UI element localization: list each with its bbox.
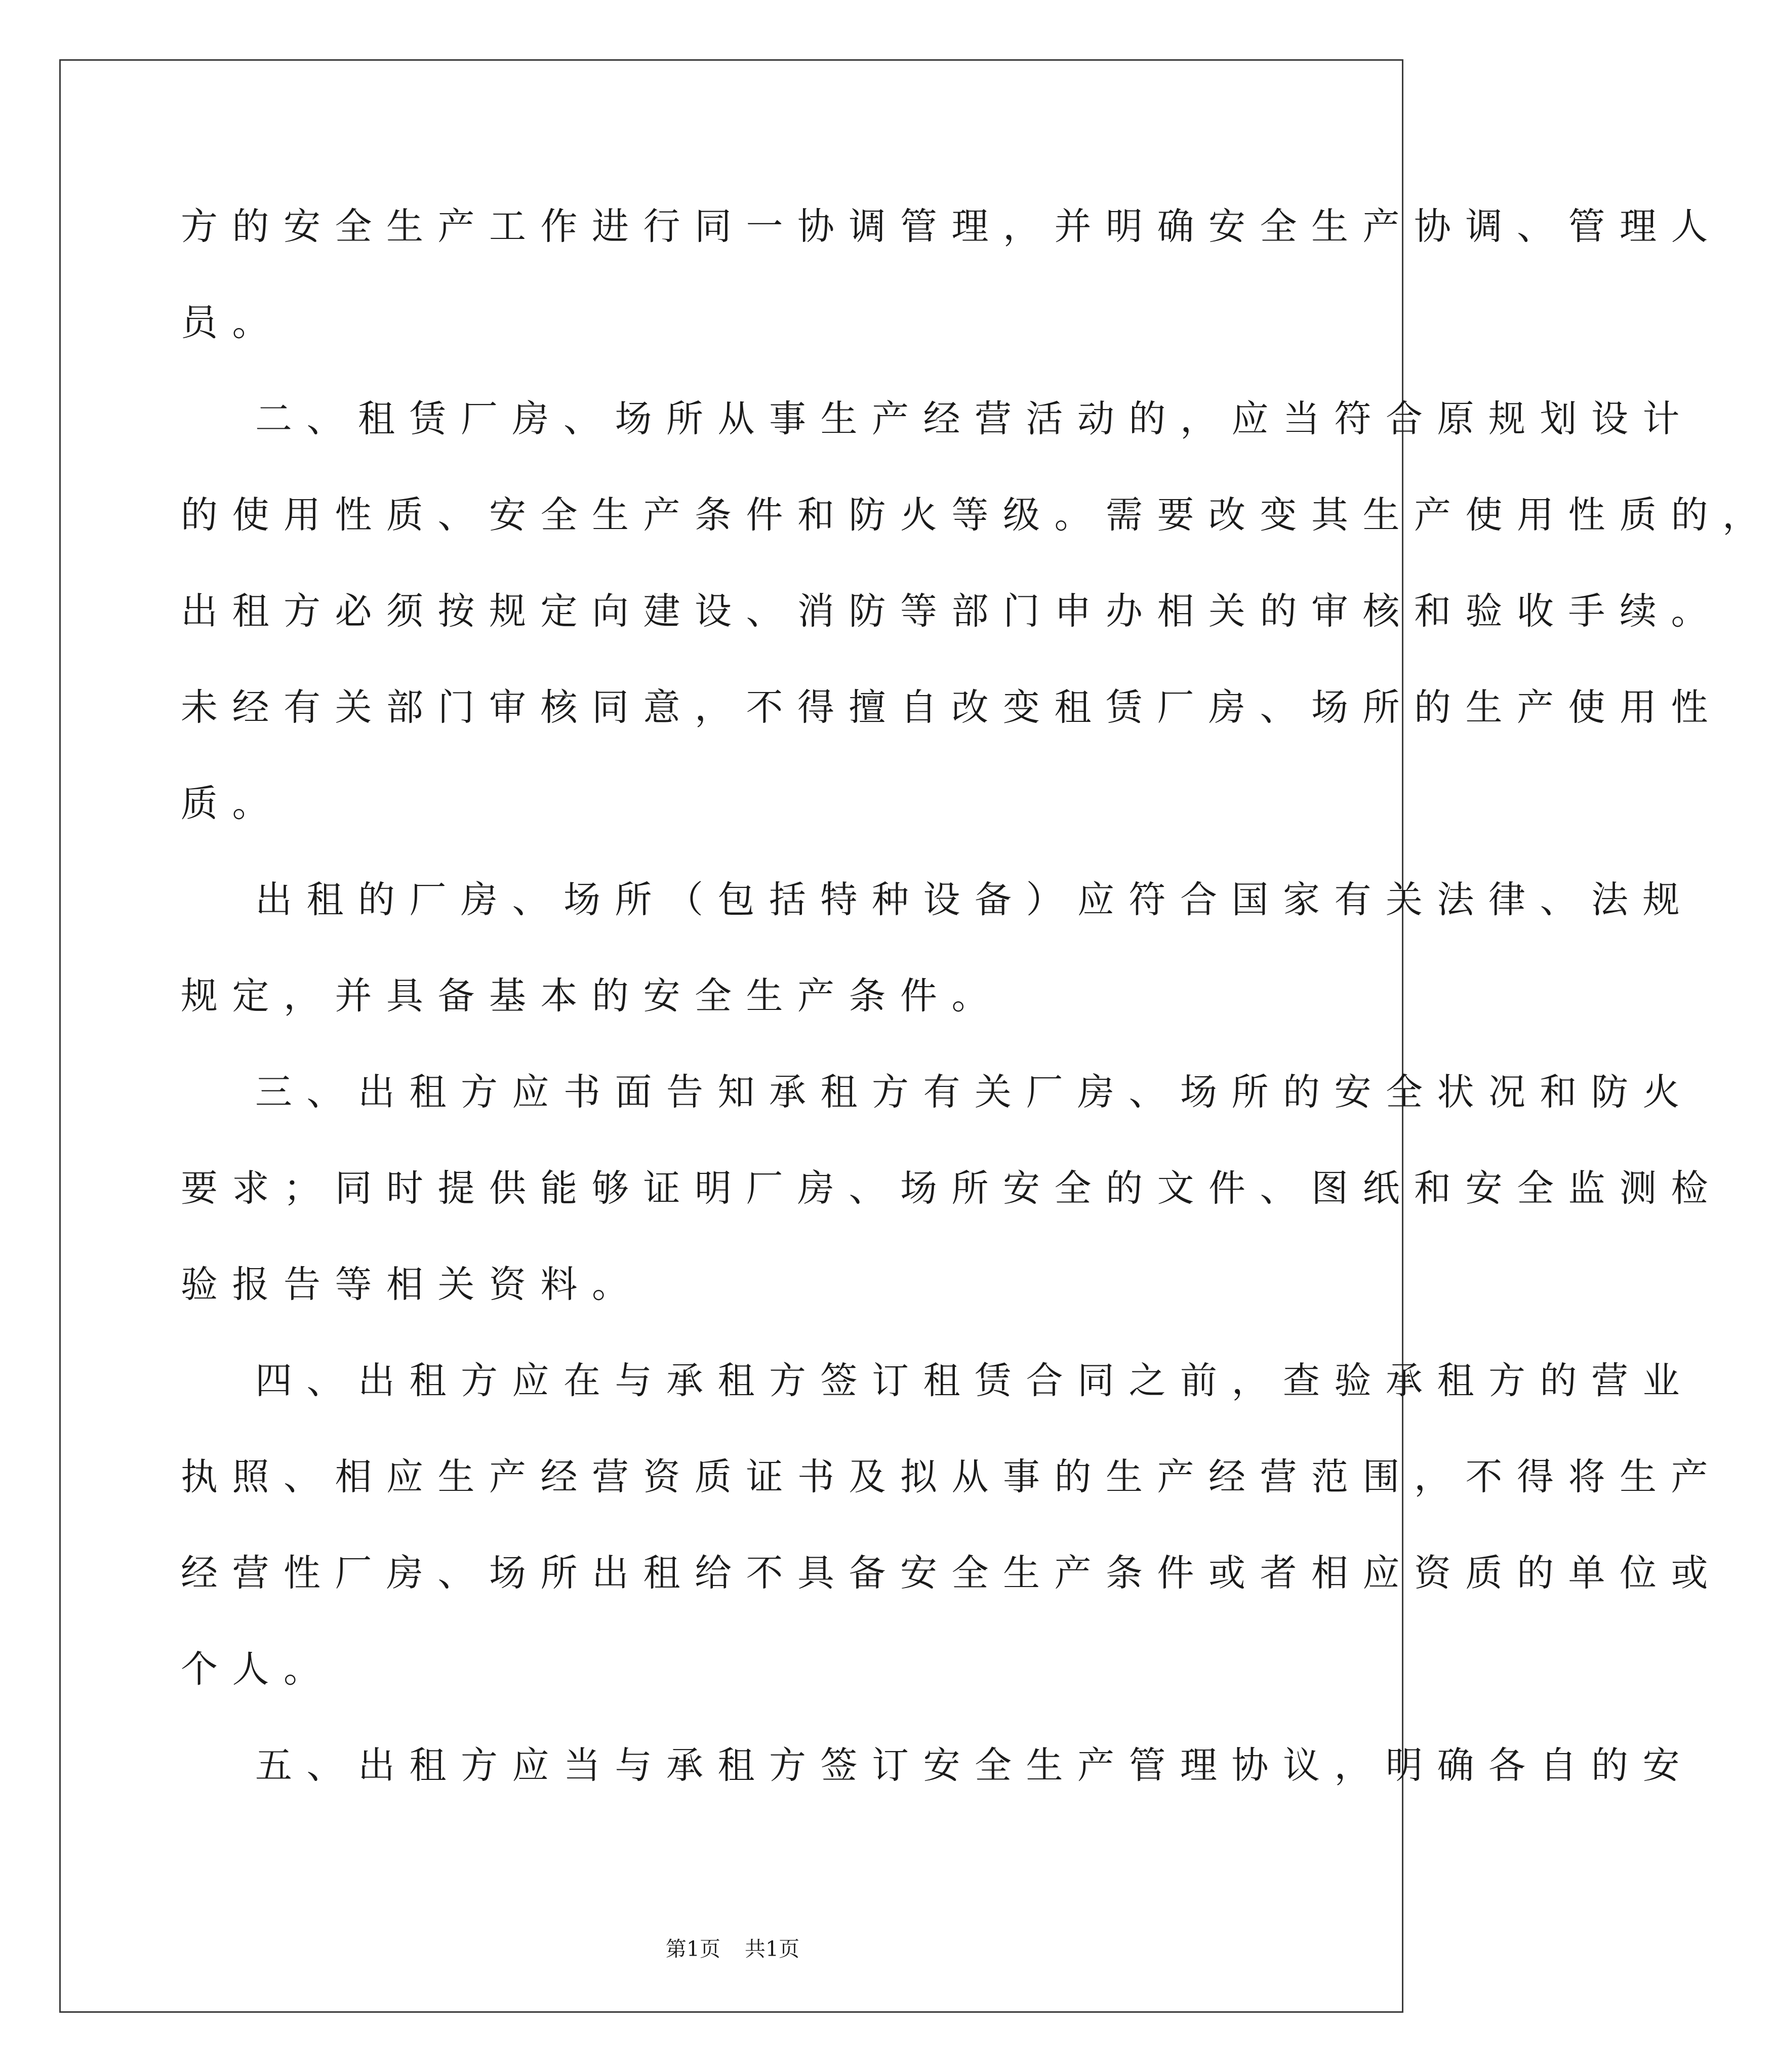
- text-line: 个人。: [181, 1648, 335, 1691]
- text-line: 执照、相应生产经营资质证书及拟从事的生产经营范围，不得将生产: [181, 1455, 1722, 1498]
- text-line: 要求；同时提供能够证明厂房、场所安全的文件、图纸和安全监测检: [181, 1167, 1722, 1210]
- text-line: 验报告等相关资料。: [181, 1263, 643, 1306]
- text-line: 出租方必须按规定向建设、消防等部门申办相关的审核和验收手续。: [181, 590, 1722, 633]
- paragraph-start-line: 四、出租方应在与承租方签订租赁合同之前，查验承租方的营业: [255, 1359, 1694, 1402]
- paragraph-start-line: 三、出租方应书面告知承租方有关厂房、场所的安全状况和防火: [255, 1071, 1694, 1114]
- paragraph-start-line: 出租的厂房、场所（包括特种设备）应符合国家有关法律、法规: [255, 878, 1694, 921]
- page-number-total: 共1页: [745, 1937, 800, 1961]
- text-line: 质。: [181, 782, 284, 825]
- page-border: [59, 59, 1403, 2013]
- paragraph-start-line: 二、租赁厂房、场所从事生产经营活动的，应当符合原规划设计: [255, 397, 1694, 440]
- text-line: 方的安全生产工作进行同一协调管理，并明确安全生产协调、管理人: [181, 205, 1722, 248]
- text-line: 的使用性质、安全生产条件和防火等级。需要改变其生产使用性质的，: [181, 494, 1774, 537]
- text-line: 未经有关部门审核同意，不得擅自改变租赁厂房、场所的生产使用性: [181, 686, 1722, 729]
- text-line: 员。: [181, 301, 284, 344]
- page-footer: [0, 1936, 1465, 1962]
- text-line: 规定，并具备基本的安全生产条件。: [181, 974, 1003, 1018]
- text-line: 经营性厂房、场所出租给不具备安全生产条件或者相应资质的单位或: [181, 1552, 1722, 1595]
- paragraph-start-line: 五、出租方应当与承租方签订安全生产管理协议，明确各自的安: [255, 1744, 1694, 1787]
- page-number-current: 第1页: [665, 1937, 720, 1961]
